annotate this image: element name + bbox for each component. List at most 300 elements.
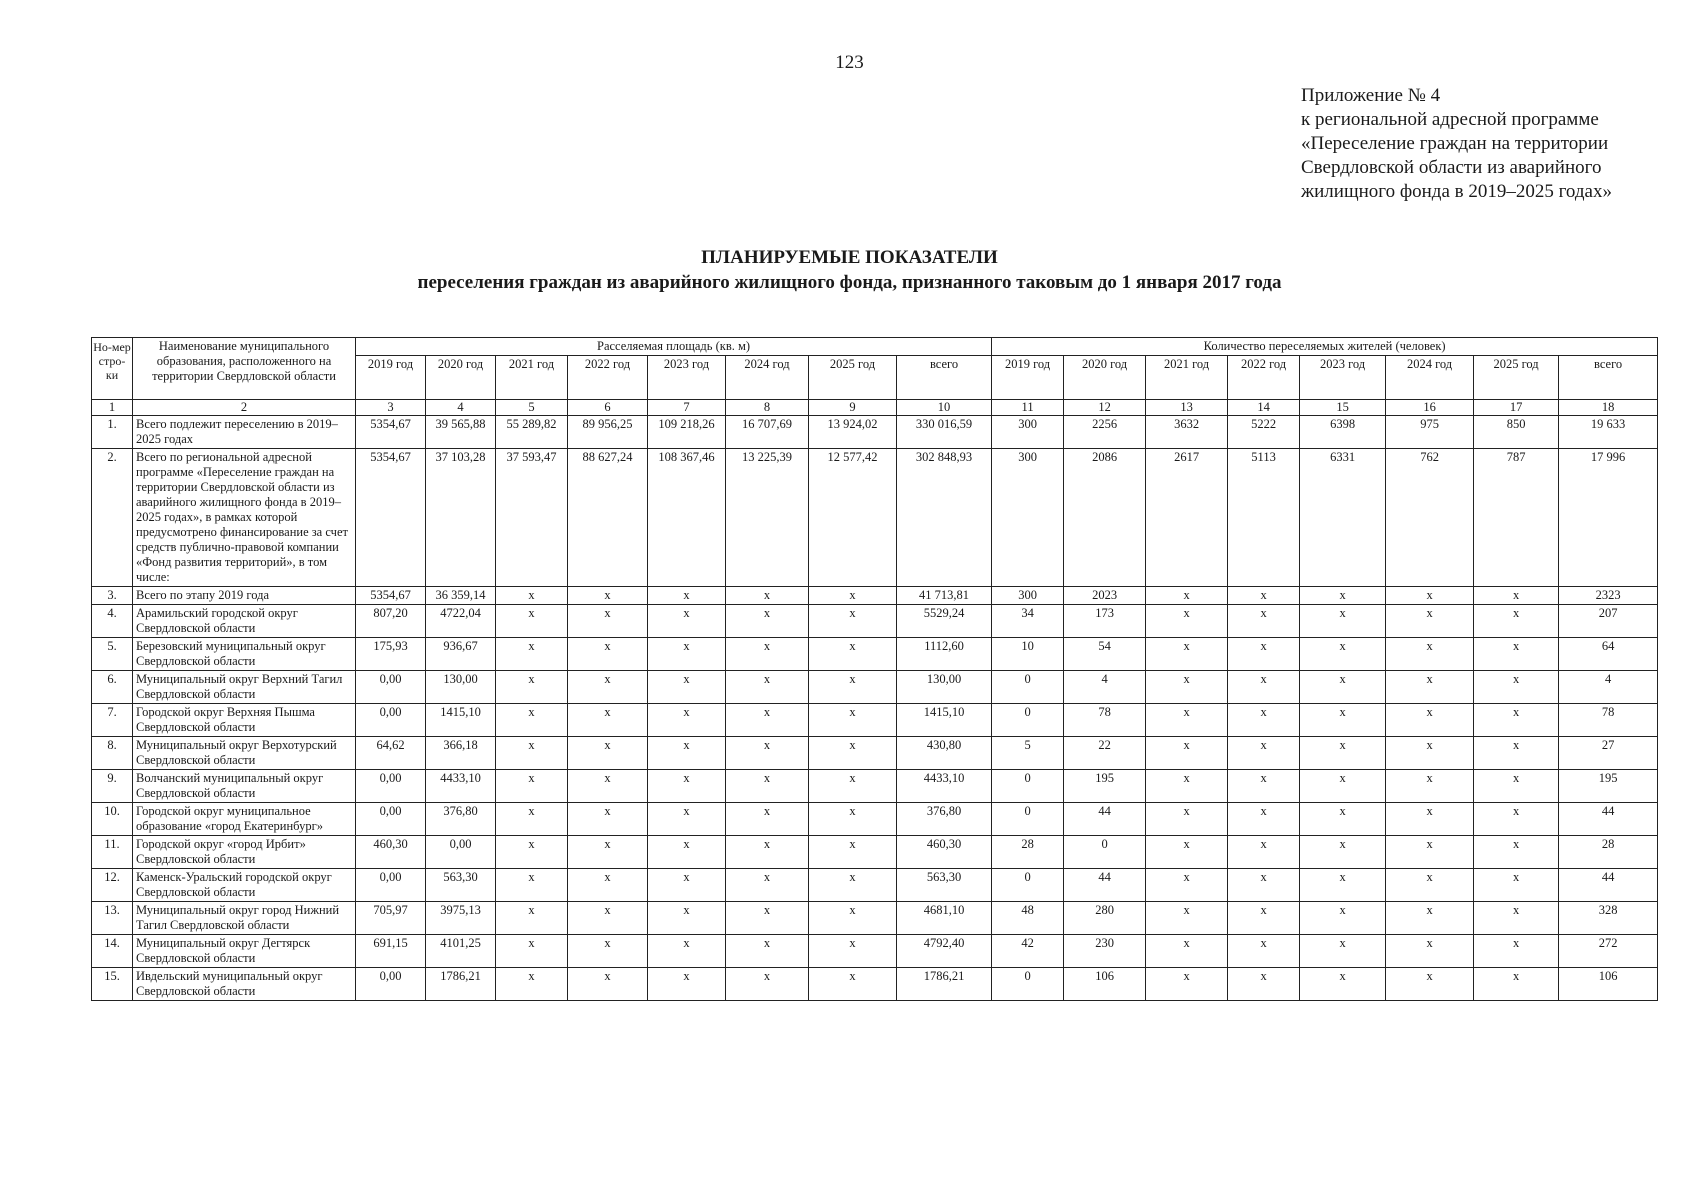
residents-value: x <box>1300 605 1386 638</box>
column-number: 7 <box>648 400 726 416</box>
table-row <box>92 836 1658 869</box>
residents-value: x <box>1228 869 1300 902</box>
residents-value: 44 <box>1559 869 1658 902</box>
area-value: x <box>648 638 726 671</box>
area-value: 0,00 <box>356 968 426 1001</box>
area-value: x <box>648 803 726 836</box>
row-number: 6. <box>92 671 133 704</box>
area-value: 4101,25 <box>426 935 496 968</box>
area-value: 330 016,59 <box>897 416 992 449</box>
area-value: 12 577,42 <box>809 449 897 587</box>
residents-value: x <box>1146 587 1228 605</box>
area-value: x <box>726 704 809 737</box>
area-value: x <box>809 737 897 770</box>
area-value: x <box>568 869 648 902</box>
residents-value: x <box>1300 587 1386 605</box>
residents-value: 2323 <box>1559 587 1658 605</box>
residents-value: x <box>1386 803 1474 836</box>
residents-value: x <box>1474 638 1559 671</box>
column-number: 3 <box>356 400 426 416</box>
residents-value: x <box>1386 836 1474 869</box>
area-value: 37 103,28 <box>426 449 496 587</box>
residents-value: x <box>1386 770 1474 803</box>
area-value: x <box>496 587 568 605</box>
header-row-column-numbers <box>92 400 1658 416</box>
column-number: 14 <box>1228 400 1300 416</box>
municipality-name: Муниципальный округ город Нижний Тагил Свердловской области <box>133 902 356 935</box>
area-value: 1786,21 <box>897 968 992 1001</box>
table-row <box>92 449 1658 587</box>
row-number: 8. <box>92 737 133 770</box>
area-value: 13 924,02 <box>809 416 897 449</box>
area-value: x <box>568 935 648 968</box>
appendix-line: к региональной адресной программе <box>1301 109 1599 130</box>
residents-value: x <box>1474 704 1559 737</box>
area-value: x <box>726 935 809 968</box>
area-value: x <box>809 587 897 605</box>
row-number: 13. <box>92 902 133 935</box>
title-line-sub: переселения граждан из аварийного жилищного фонда, признанного таковым до 1 января 2017 года <box>417 272 1282 293</box>
header-residents-year: 2025 год <box>1474 356 1559 400</box>
appendix-line: Свердловской области из аварийного <box>1301 157 1602 178</box>
area-value: x <box>726 587 809 605</box>
table-row <box>92 968 1658 1001</box>
row-number: 15. <box>92 968 133 1001</box>
residents-value: 0 <box>1064 836 1146 869</box>
residents-value: x <box>1386 902 1474 935</box>
residents-value: 2256 <box>1064 416 1146 449</box>
residents-value: x <box>1228 935 1300 968</box>
residents-value: x <box>1386 704 1474 737</box>
area-value: 108 367,46 <box>648 449 726 587</box>
row-number: 3. <box>92 587 133 605</box>
column-number: 17 <box>1474 400 1559 416</box>
residents-value: 6398 <box>1300 416 1386 449</box>
header-row-number: Но-мер стро-ки <box>92 338 133 400</box>
area-value: 4433,10 <box>426 770 496 803</box>
residents-value: x <box>1300 737 1386 770</box>
column-number: 10 <box>897 400 992 416</box>
residents-value: 2086 <box>1064 449 1146 587</box>
column-number: 8 <box>726 400 809 416</box>
column-number: 4 <box>426 400 496 416</box>
residents-value: x <box>1300 836 1386 869</box>
municipality-name: Городской округ муниципальное образование «город Екатеринбург» <box>133 803 356 836</box>
residents-value: x <box>1146 902 1228 935</box>
residents-value: 17 996 <box>1559 449 1658 587</box>
residents-value: 0 <box>992 968 1064 1001</box>
residents-value: x <box>1474 605 1559 638</box>
appendix-note <box>1301 84 1691 204</box>
area-value: 1415,10 <box>426 704 496 737</box>
residents-value: 34 <box>992 605 1064 638</box>
row-number: 9. <box>92 770 133 803</box>
area-value: 5354,67 <box>356 587 426 605</box>
area-value: x <box>726 902 809 935</box>
area-value: x <box>809 605 897 638</box>
area-value: 376,80 <box>897 803 992 836</box>
municipality-name: Муниципальный округ Верхний Тагил Свердловской области <box>133 671 356 704</box>
area-value: x <box>809 902 897 935</box>
area-value: 4433,10 <box>897 770 992 803</box>
area-value: x <box>568 770 648 803</box>
municipality-name: Городской округ Верхняя Пышма Свердловской области <box>133 704 356 737</box>
area-value: 13 225,39 <box>726 449 809 587</box>
area-value: 0,00 <box>356 704 426 737</box>
area-value: x <box>568 836 648 869</box>
residents-value: x <box>1300 638 1386 671</box>
table-row <box>92 587 1658 605</box>
residents-value: x <box>1474 902 1559 935</box>
row-number: 2. <box>92 449 133 587</box>
municipality-name: Ивдельский муниципальный округ Свердловской области <box>133 968 356 1001</box>
header-area-year: 2021 год <box>496 356 568 400</box>
header-group-residents: Количество переселяемых жителей (человек) <box>992 338 1658 356</box>
residents-value: 2617 <box>1146 449 1228 587</box>
header-area-total: всего <box>897 356 992 400</box>
residents-value: x <box>1474 737 1559 770</box>
residents-value: x <box>1146 605 1228 638</box>
area-value: x <box>648 704 726 737</box>
header-area-year: 2022 год <box>568 356 648 400</box>
residents-value: 5 <box>992 737 1064 770</box>
area-value: 130,00 <box>897 671 992 704</box>
residents-value: x <box>1386 968 1474 1001</box>
municipality-name: Арамильский городской округ Свердловской области <box>133 605 356 638</box>
residents-value: 4 <box>1559 671 1658 704</box>
residents-value: 19 633 <box>1559 416 1658 449</box>
appendix-line: «Переселение граждан на территории <box>1301 133 1609 154</box>
residents-value: 106 <box>1559 968 1658 1001</box>
residents-value: x <box>1474 869 1559 902</box>
document-title <box>0 245 1699 295</box>
area-value: x <box>726 638 809 671</box>
area-value: x <box>726 671 809 704</box>
residents-value: x <box>1146 638 1228 671</box>
area-value: 0,00 <box>356 770 426 803</box>
area-value: x <box>496 836 568 869</box>
residents-value: x <box>1228 704 1300 737</box>
residents-value: x <box>1146 836 1228 869</box>
residents-value: 44 <box>1064 869 1146 902</box>
residents-value: 173 <box>1064 605 1146 638</box>
area-value: x <box>568 605 648 638</box>
residents-value: 5222 <box>1228 416 1300 449</box>
area-value: 109 218,26 <box>648 416 726 449</box>
header-residents-year: 2022 год <box>1228 356 1300 400</box>
area-value: x <box>568 704 648 737</box>
area-value: 302 848,93 <box>897 449 992 587</box>
residents-value: 300 <box>992 449 1064 587</box>
residents-value: x <box>1300 770 1386 803</box>
table-row <box>92 902 1658 935</box>
residents-value: 2023 <box>1064 587 1146 605</box>
residents-value: 0 <box>992 704 1064 737</box>
area-value: x <box>809 836 897 869</box>
residents-value: x <box>1474 803 1559 836</box>
municipality-name: Всего по региональной адресной программе «Переселение граждан на территории Свердловской области из аварийного жилищного фонда в 2019–2025 годах», в рамках которой предусмотрено финансирование за счет средств публично-правовой компании «Фонд развития территорий», в том числе: <box>133 449 356 587</box>
residents-value: 762 <box>1386 449 1474 587</box>
area-value: 705,97 <box>356 902 426 935</box>
residents-value: x <box>1474 836 1559 869</box>
area-value: 0,00 <box>356 869 426 902</box>
residents-value: x <box>1146 704 1228 737</box>
area-value: x <box>726 803 809 836</box>
column-number: 1 <box>92 400 133 416</box>
residents-value: 5113 <box>1228 449 1300 587</box>
appendix-line: Приложение № 4 <box>1301 85 1441 106</box>
area-value: 0,00 <box>356 671 426 704</box>
area-value: x <box>648 869 726 902</box>
column-number: 5 <box>496 400 568 416</box>
area-value: 64,62 <box>356 737 426 770</box>
residents-value: 3632 <box>1146 416 1228 449</box>
residents-value: x <box>1474 587 1559 605</box>
residents-value: 44 <box>1064 803 1146 836</box>
area-value: x <box>809 869 897 902</box>
area-value: x <box>648 737 726 770</box>
residents-value: x <box>1228 737 1300 770</box>
column-number: 11 <box>992 400 1064 416</box>
residents-value: x <box>1146 803 1228 836</box>
residents-value: x <box>1386 605 1474 638</box>
residents-value: x <box>1474 770 1559 803</box>
header-area-year: 2020 год <box>426 356 496 400</box>
header-municipality-name: Наименование муниципального образования, расположенного на территории Свердловской области <box>133 338 356 400</box>
residents-value: x <box>1300 704 1386 737</box>
residents-value: 4 <box>1064 671 1146 704</box>
area-value: x <box>568 587 648 605</box>
area-value: 430,80 <box>897 737 992 770</box>
residents-value: x <box>1386 935 1474 968</box>
residents-value: 54 <box>1064 638 1146 671</box>
area-value: x <box>496 968 568 1001</box>
area-value: 55 289,82 <box>496 416 568 449</box>
area-value: x <box>726 605 809 638</box>
area-value: 1415,10 <box>897 704 992 737</box>
area-value: x <box>496 935 568 968</box>
residents-value: 44 <box>1559 803 1658 836</box>
area-value: x <box>496 638 568 671</box>
row-number: 11. <box>92 836 133 869</box>
area-value: 16 707,69 <box>726 416 809 449</box>
municipality-name: Березовский муниципальный округ Свердловской области <box>133 638 356 671</box>
area-value: 41 713,81 <box>897 587 992 605</box>
residents-value: x <box>1146 671 1228 704</box>
header-area-year: 2023 год <box>648 356 726 400</box>
area-value: x <box>726 836 809 869</box>
residents-value: x <box>1228 587 1300 605</box>
area-value: 39 565,88 <box>426 416 496 449</box>
residents-value: 48 <box>992 902 1064 935</box>
residents-value: x <box>1300 869 1386 902</box>
residents-value: 106 <box>1064 968 1146 1001</box>
header-area-year: 2024 год <box>726 356 809 400</box>
area-value: x <box>809 968 897 1001</box>
residents-value: x <box>1146 737 1228 770</box>
municipality-name: Всего по этапу 2019 года <box>133 587 356 605</box>
area-value: x <box>726 737 809 770</box>
residents-value: x <box>1228 770 1300 803</box>
residents-value: x <box>1228 902 1300 935</box>
residents-value: x <box>1474 968 1559 1001</box>
area-value: 88 627,24 <box>568 449 648 587</box>
title-line-main: ПЛАНИРУЕМЫЕ ПОКАЗАТЕЛИ <box>701 247 998 268</box>
area-value: x <box>496 902 568 935</box>
area-value: 36 359,14 <box>426 587 496 605</box>
area-value: 936,67 <box>426 638 496 671</box>
residents-value: x <box>1228 605 1300 638</box>
table-row <box>92 638 1658 671</box>
table-row <box>92 737 1658 770</box>
area-value: x <box>568 671 648 704</box>
residents-value: 78 <box>1559 704 1658 737</box>
residents-value: 27 <box>1559 737 1658 770</box>
residents-value: 207 <box>1559 605 1658 638</box>
area-value: 4681,10 <box>897 902 992 935</box>
table-row <box>92 416 1658 449</box>
area-value: x <box>568 968 648 1001</box>
residents-value: 850 <box>1474 416 1559 449</box>
residents-value: 28 <box>992 836 1064 869</box>
column-number: 16 <box>1386 400 1474 416</box>
area-value: 1112,60 <box>897 638 992 671</box>
area-value: x <box>648 671 726 704</box>
residents-value: x <box>1386 638 1474 671</box>
municipality-name: Муниципальный округ Верхотурский Свердловской области <box>133 737 356 770</box>
row-number: 14. <box>92 935 133 968</box>
header-residents-year: 2021 год <box>1146 356 1228 400</box>
residents-value: x <box>1146 770 1228 803</box>
residents-value: 10 <box>992 638 1064 671</box>
residents-value: x <box>1300 968 1386 1001</box>
residents-value: x <box>1300 803 1386 836</box>
area-value: 563,30 <box>897 869 992 902</box>
residents-value: 272 <box>1559 935 1658 968</box>
row-number: 10. <box>92 803 133 836</box>
residents-value: 230 <box>1064 935 1146 968</box>
residents-value: 0 <box>992 671 1064 704</box>
municipality-name: Городской округ «город Ирбит» Свердловской области <box>133 836 356 869</box>
residents-value: x <box>1228 803 1300 836</box>
column-number: 15 <box>1300 400 1386 416</box>
residents-value: 22 <box>1064 737 1146 770</box>
area-value: 691,15 <box>356 935 426 968</box>
area-value: x <box>496 704 568 737</box>
area-value: x <box>568 737 648 770</box>
residents-value: 78 <box>1064 704 1146 737</box>
area-value: 175,93 <box>356 638 426 671</box>
municipality-name: Всего подлежит переселению в 2019–2025 годах <box>133 416 356 449</box>
area-value: x <box>568 902 648 935</box>
area-value: 1786,21 <box>426 968 496 1001</box>
area-value: x <box>648 836 726 869</box>
residents-value: 300 <box>992 587 1064 605</box>
residents-value: 195 <box>1064 770 1146 803</box>
column-number: 6 <box>568 400 648 416</box>
area-value: x <box>809 803 897 836</box>
header-residents-year: 2020 год <box>1064 356 1146 400</box>
area-value: x <box>809 770 897 803</box>
indicators-table <box>91 337 1658 1001</box>
residents-value: x <box>1386 737 1474 770</box>
page-number: 123 <box>835 52 864 73</box>
area-value: 376,80 <box>426 803 496 836</box>
area-value: x <box>648 605 726 638</box>
area-value: 5529,24 <box>897 605 992 638</box>
area-value: 130,00 <box>426 671 496 704</box>
column-number: 18 <box>1559 400 1658 416</box>
area-value: x <box>496 869 568 902</box>
residents-value: 64 <box>1559 638 1658 671</box>
residents-value: 280 <box>1064 902 1146 935</box>
area-value: x <box>568 638 648 671</box>
area-value: 5354,67 <box>356 449 426 587</box>
municipality-name: Муниципальный округ Дегтярск Свердловской области <box>133 935 356 968</box>
area-value: x <box>809 638 897 671</box>
header-group-area: Расселяемая площадь (кв. м) <box>356 338 992 356</box>
table-row <box>92 770 1658 803</box>
residents-value: x <box>1300 671 1386 704</box>
area-value: 460,30 <box>356 836 426 869</box>
area-value: x <box>726 770 809 803</box>
row-number: 12. <box>92 869 133 902</box>
row-number: 7. <box>92 704 133 737</box>
header-residents-year: 2023 год <box>1300 356 1386 400</box>
header-area-year: 2025 год <box>809 356 897 400</box>
residents-value: x <box>1228 671 1300 704</box>
municipality-name: Волчанский муниципальный округ Свердловской области <box>133 770 356 803</box>
residents-value: x <box>1228 968 1300 1001</box>
area-value: x <box>568 803 648 836</box>
area-value: x <box>496 737 568 770</box>
residents-value: x <box>1228 836 1300 869</box>
area-value: x <box>726 968 809 1001</box>
residents-value: 42 <box>992 935 1064 968</box>
area-value: 0,00 <box>426 836 496 869</box>
residents-value: x <box>1474 671 1559 704</box>
residents-value: x <box>1300 935 1386 968</box>
area-value: 4792,40 <box>897 935 992 968</box>
area-value: x <box>648 968 726 1001</box>
residents-value: 787 <box>1474 449 1559 587</box>
area-value: x <box>809 671 897 704</box>
area-value: x <box>496 671 568 704</box>
residents-value: x <box>1146 869 1228 902</box>
area-value: x <box>809 704 897 737</box>
residents-value: 0 <box>992 803 1064 836</box>
area-value: 460,30 <box>897 836 992 869</box>
table-row <box>92 935 1658 968</box>
residents-value: 300 <box>992 416 1064 449</box>
residents-value: x <box>1386 869 1474 902</box>
area-value: x <box>648 902 726 935</box>
header-residents-total: всего <box>1559 356 1658 400</box>
area-value: 4722,04 <box>426 605 496 638</box>
municipality-name: Каменск-Уральский городской округ Свердловской области <box>133 869 356 902</box>
area-value: x <box>496 605 568 638</box>
area-value: x <box>648 770 726 803</box>
residents-value: 328 <box>1559 902 1658 935</box>
residents-value: 6331 <box>1300 449 1386 587</box>
area-value: 5354,67 <box>356 416 426 449</box>
residents-value: 28 <box>1559 836 1658 869</box>
column-number: 2 <box>133 400 356 416</box>
area-value: x <box>809 935 897 968</box>
column-number: 9 <box>809 400 897 416</box>
residents-value: x <box>1386 587 1474 605</box>
residents-value: x <box>1474 935 1559 968</box>
